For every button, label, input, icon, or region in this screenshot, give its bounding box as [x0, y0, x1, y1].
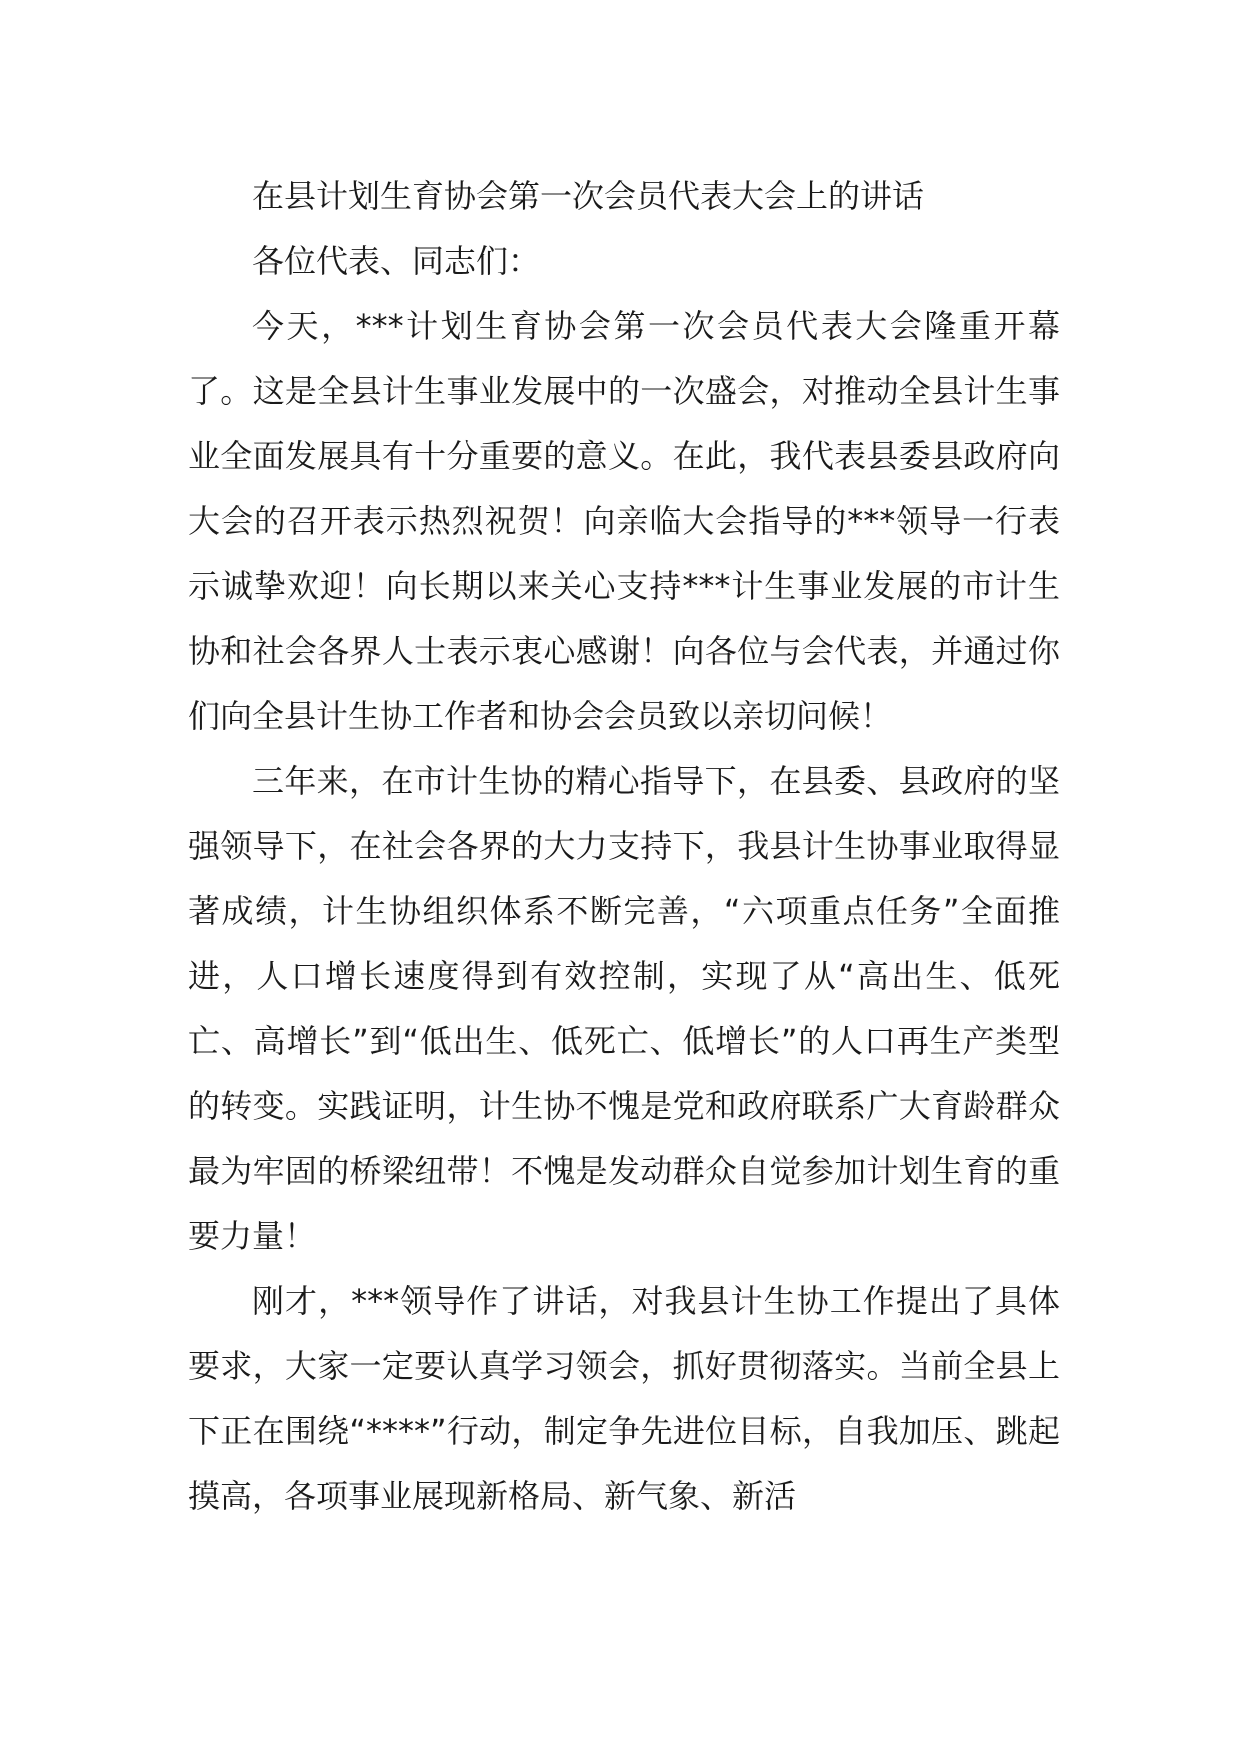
- document-body: [188, 164, 1060, 1529]
- salutation: 各位代表、同志们：: [252, 242, 541, 280]
- paragraph-achievements: 三年来，在市计生协的精心指导下，在县委、县政府的坚强领导下，在社会各界的大力支持下，我县计生协事业取得显著成绩，计生协组织体系不断完善，“六项重点任务”全面推进，人口增长速度得到有效控制，实现了从“高出生、低死亡、高增长”到“低出生、低死亡、低增长”的人口再生产类型的转变。实践证明，计生协不愧是党和政府联系广大育龄群众最为牢固的桥梁纽带！不愧是发动群众自觉参加计划生育的重要力量！: [188, 762, 1060, 1255]
- paragraph-requirements: 刚才，***领导作了讲话，对我县计生协工作提出了具体要求，大家一定要认真学习领会，抓好贯彻落实。当前全县上下正在围绕“****”行动，制定争先进位目标，自我加压、跳起摸高，各项事业展现新格局、新气象、新活: [188, 1282, 1060, 1515]
- speech-title: 在县计划生育协会第一次会员代表大会上的讲话: [252, 177, 925, 215]
- paragraph-opening: 今天，***计划生育协会第一次会员代表大会隆重开幕了。这是全县计生事业发展中的一次盛会，对推动全县计生事业全面发展具有十分重要的意义。在此，我代表县委县政府向大会的召开表示热烈祝贺！向亲临大会指导的***领导一行表示诚挚欢迎！向长期以来关心支持***计生事业发展的市计生协和社会各界人士表示衷心感谢！向各位与会代表，并通过你们向全县计生协工作者和协会会员致以亲切问候！: [188, 307, 1060, 735]
